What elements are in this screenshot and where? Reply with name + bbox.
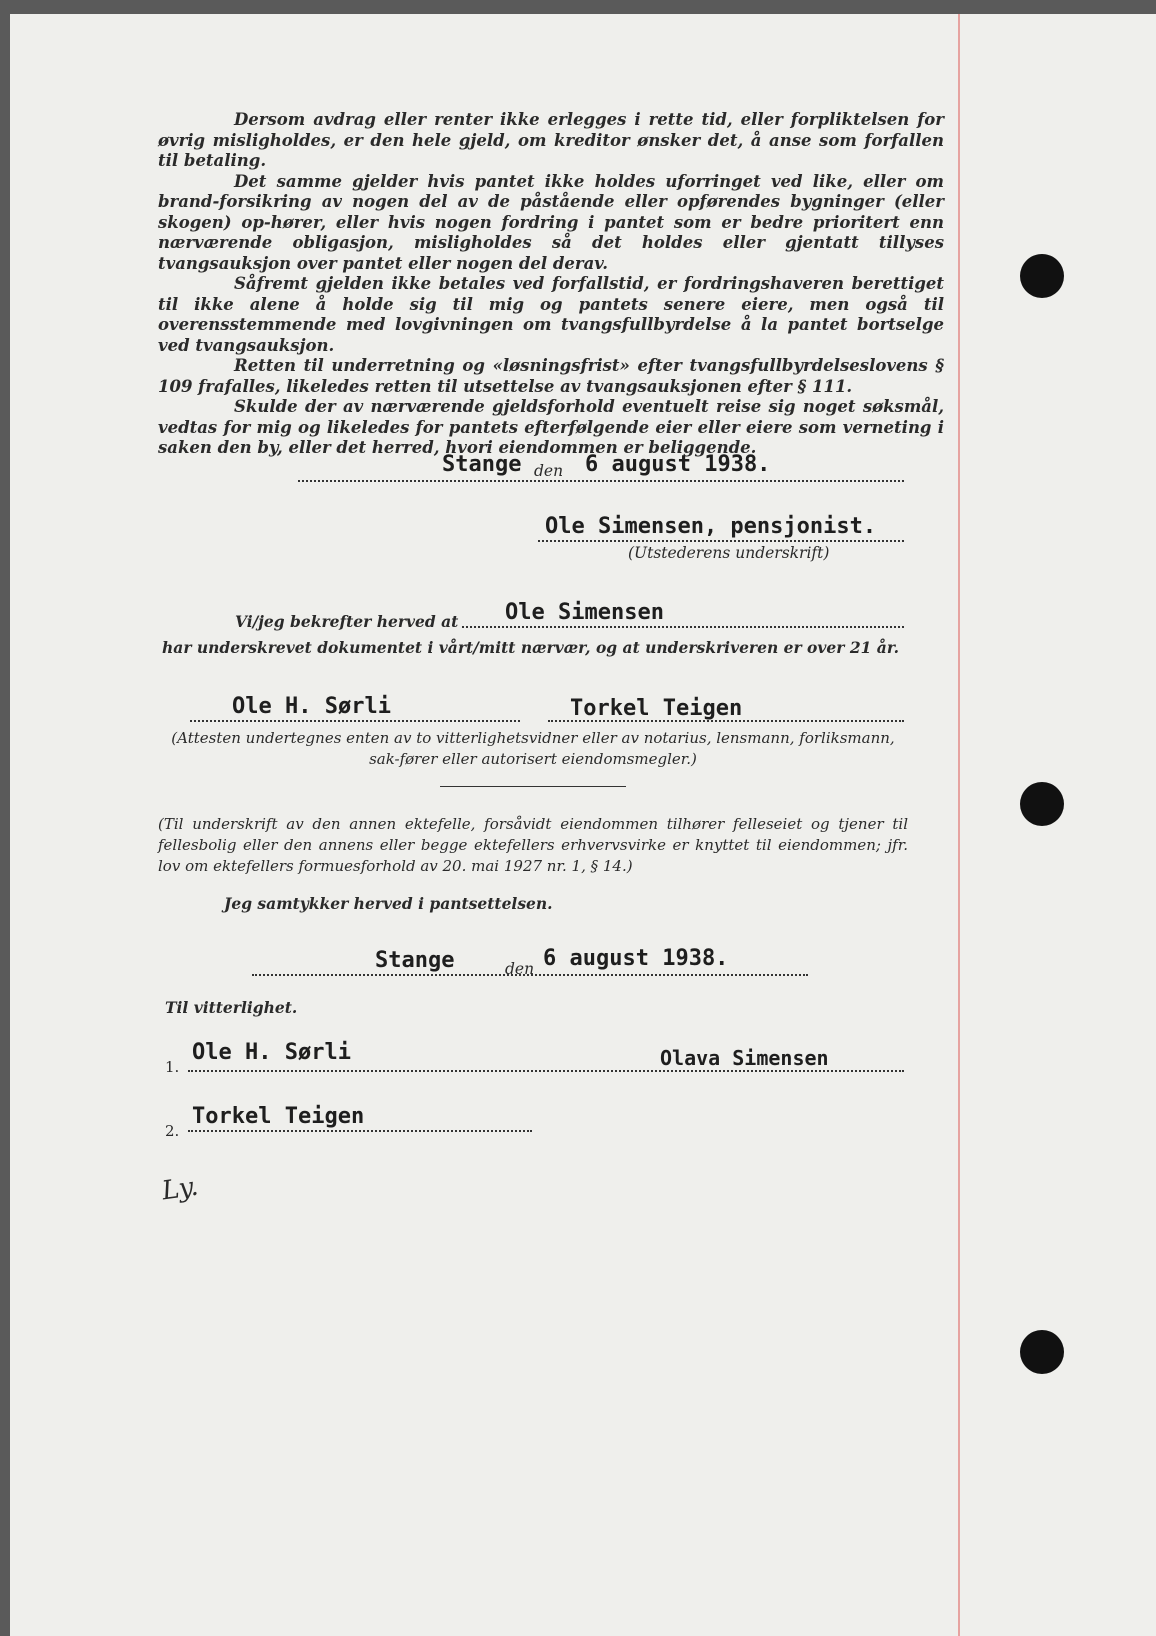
witness-block-2: Torkel Teigen xyxy=(192,1104,365,1129)
witness-heading: Til vitterlighet. xyxy=(165,998,298,1017)
paragraph: Retten til underretning og «løsningsfrist» efter tvangsfullbyrdelseslovens § 109 frafalles, likeledes retten til utsettelse av tvangsauksjonen efter § 111. xyxy=(158,356,944,396)
handwritten-initials: Ly. xyxy=(160,1171,201,1207)
paragraph: Såfremt gjelden ikke betales ved forfallstid, er fordringshaveren berettiget til ikke alene å holde sig til mig og pantets senere eiere, men også til overensstemmende med lovgivningen om tvangsfullbyrdelse å la pantet bortselge ved tvangsauksjon. xyxy=(158,274,944,355)
place-1: Stange xyxy=(442,452,522,477)
dotted-line xyxy=(188,1130,532,1132)
dotted-line xyxy=(190,720,520,722)
document-page xyxy=(10,14,1156,1636)
attest-line2: har underskrevet dokumentet i vårt/mitt nærvær, og at underskriveren er over 21 år. xyxy=(162,638,899,657)
dotted-line xyxy=(462,626,904,628)
divider xyxy=(440,786,626,787)
paragraph: Skulde der av nærværende gjeldsforhold eventuelt reise sig noget søksmål, vedtas for mig og likeledes for pantets efterfølgende eier eller eiere som verneting i saken den by, eller det herred, hvori eiendommen er beliggende. xyxy=(158,397,944,457)
place-2: Stange xyxy=(375,948,455,973)
issuer-signature: Ole Simensen, pensjonist. xyxy=(545,514,877,539)
body-text xyxy=(158,110,944,459)
consent-text: Jeg samtykker herved i pantsettelsen. xyxy=(224,894,553,913)
paragraph: Det samme gjelder hvis pantet ikke holdes uforringet ved like, eller om brand-forsikring av nogen del av de påstående eller opførendes bygninger (eller skogen) op-hører, eller hvis nogen fordring i pantet som er bedre prioritert enn nærværende obligasjon, misligholdes så det holdes eller gjentatt tillyses tvangsauksjon over pantet eller nogen del derav. xyxy=(158,171,944,273)
issuer-caption: (Utstederens underskrift) xyxy=(628,544,830,562)
spouse-signature: Olava Simensen xyxy=(660,1046,829,1070)
dotted-line xyxy=(188,1070,904,1072)
witness-number-1: 1. xyxy=(165,1058,180,1076)
punch-hole-icon xyxy=(1020,1330,1064,1374)
den-label-2: den xyxy=(505,960,535,978)
witness-2-signature: Torkel Teigen xyxy=(570,696,743,721)
dotted-line xyxy=(298,480,904,482)
paragraph: Dersom avdrag eller renter ikke erlegges i rette tid, eller forpliktelsen for øvrig misligholdes, er den hele gjeld, om kreditor ønsker det, å anse som forfallen til betaling. xyxy=(158,110,944,170)
den-label-1: den xyxy=(534,462,564,480)
punch-hole-icon xyxy=(1020,254,1064,298)
attest-prefix: Vi/jeg bekrefter herved at xyxy=(235,612,459,631)
margin-line xyxy=(958,14,960,1636)
witness-1-signature: Ole H. Sørli xyxy=(232,694,391,719)
attested-name: Ole Simensen xyxy=(505,600,664,625)
date-2: 6 august 1938. xyxy=(543,946,729,971)
punch-hole-icon xyxy=(1020,782,1064,826)
witness-number-2: 2. xyxy=(165,1122,180,1140)
attest-note: (Attesten undertegnes enten av to vitterlighetsvidner eller av notarius, lensmann, forliksmann, sak-fører eller autorisert eiendomsmegler.) xyxy=(171,729,895,768)
witness-block-1: Ole H. Sørli xyxy=(192,1040,351,1065)
spouse-note: (Til underskrift av den annen ektefelle, forsåvidt eiendommen tilhører felleseiet og tjener til fellesbolig eller den annens eller begge ektefellers erhvervsvirke er knyttet til eiendommen; jfr. lov om ektefellers formuesforhold av 20. mai 1927 nr. 1, § 14.) xyxy=(158,815,908,875)
dotted-line xyxy=(538,540,904,542)
date-1: 6 august 1938. xyxy=(585,452,771,477)
